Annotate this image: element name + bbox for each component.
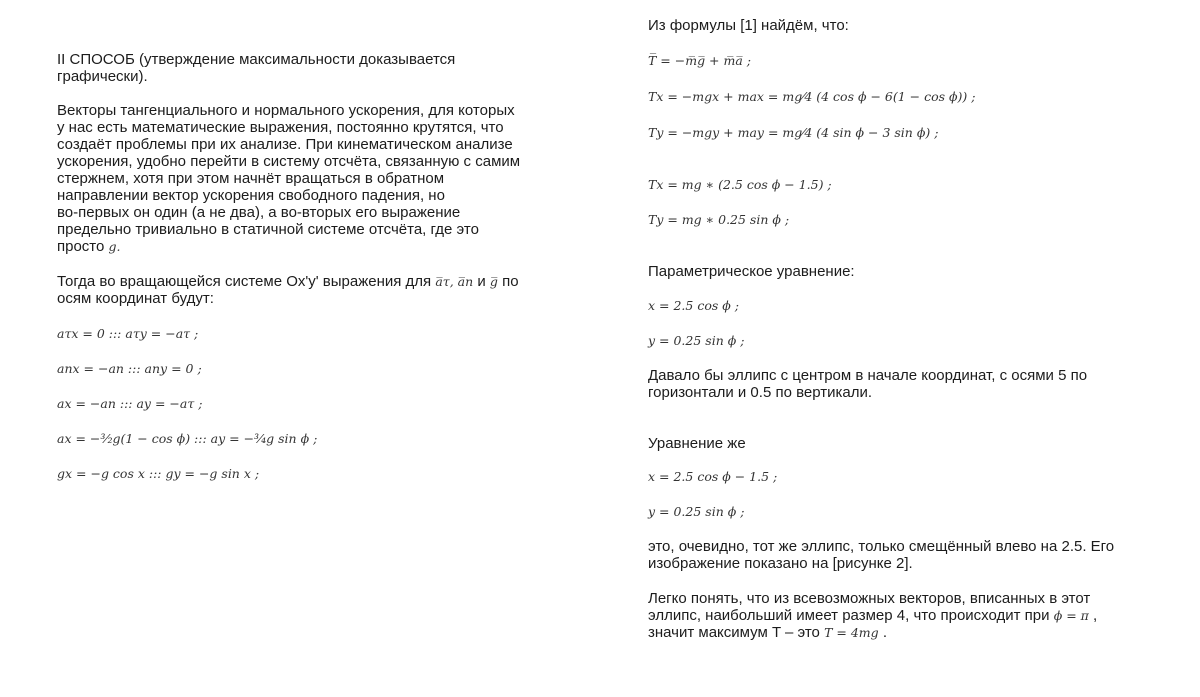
paragraph-line-3: создаёт проблемы при их анализе. При кинематическом анализе bbox=[57, 136, 513, 153]
paragraph-line-4: ускорения, удобно перейти в систему отсчёта, связанную с самим bbox=[57, 153, 521, 170]
conclusion-line-3-end: . bbox=[878, 624, 887, 641]
paragraph-line-2: у нас есть математические выражения, постоянно крутятся, что bbox=[57, 119, 504, 136]
rotating-math-g: g̅ bbox=[489, 274, 498, 289]
conclusion-line-2 bbox=[648, 607, 1097, 624]
shifted-text-line-2: изображение показано на [рисунке 2]. bbox=[648, 555, 913, 572]
rotating-and: и bbox=[473, 273, 490, 290]
rotating-text: Тогда во вращающейся системе Ox'y' выражения для bbox=[57, 273, 436, 290]
conclusion-line-3-math: T = 4mg bbox=[824, 625, 879, 640]
conclusion-line-2-text: эллипс, наибольший имеет размер 4, что происходит при bbox=[648, 607, 1054, 624]
conclusion-line-2-end: , bbox=[1088, 607, 1098, 624]
paragraph-line-8: предельно тривиально в статичной системе отсчёта, где это bbox=[57, 221, 479, 238]
formula-a-phi: ax = −³⁄₂g(1 − cos ϕ) ::: ay = −³⁄₄g sin ϕ ; bbox=[57, 431, 318, 446]
param-heading: Параметрическое уравнение: bbox=[648, 263, 855, 280]
formula-a-n: anx = −an ::: any = 0 ; bbox=[57, 361, 202, 376]
method-heading-line-2: графически). bbox=[57, 68, 148, 85]
intro-text: Из формулы [1] найдём, что: bbox=[648, 17, 849, 34]
formula-a-tau: aτx = 0 ::: aτy = −aτ ; bbox=[57, 326, 199, 341]
formula-tx-short: Tx = mg ∗ (2.5 cos ϕ − 1.5) ; bbox=[648, 177, 832, 192]
paragraph-line-6: направлении вектор ускорения свободного падения, но bbox=[57, 187, 445, 204]
equation-formula-y: y = 0.25 sin ϕ ; bbox=[648, 504, 745, 519]
conclusion-line-3-text: значит максимум T – это bbox=[648, 624, 825, 641]
formula-tx-full: Tx = −mgx + max = mg⁄4 (4 cos ϕ − 6(1 − cos ϕ)) ; bbox=[648, 89, 976, 104]
formula-t-vector: T̅ = −m̅g̅ + m̅a̅ ; bbox=[648, 53, 751, 68]
rotating-math-a: a̅τ, a̅n bbox=[435, 274, 474, 289]
conclusion-line-1: Легко понять, что из всевозможных векторов, вписанных в этот bbox=[648, 590, 1091, 607]
paragraph-line-7: во-первых он один (а не два), а во-вторых его выражение bbox=[57, 204, 461, 221]
ellipse-text-line-2: горизонтали и 0.5 по вертикали. bbox=[648, 384, 873, 401]
conclusion-line-2-math: ϕ = π bbox=[1053, 608, 1089, 623]
formula-ty-full: Ty = −mgy + may = mg⁄4 (4 sin ϕ − 3 sin ϕ) ; bbox=[648, 125, 939, 140]
method-heading-line-1: II СПОСОБ (утверждение максимальности доказывается bbox=[57, 51, 456, 68]
formula-a-sum: ax = −an ::: ay = −aτ ; bbox=[57, 396, 203, 411]
rotating-system-line-1 bbox=[57, 273, 519, 290]
equation-heading: Уравнение же bbox=[648, 435, 746, 452]
param-formula-x: x = 2.5 cos ϕ ; bbox=[648, 298, 739, 313]
equation-formula-x: x = 2.5 cos ϕ − 1.5 ; bbox=[648, 469, 778, 484]
rotating-system-line-2: осям координат будут: bbox=[57, 290, 214, 307]
paragraph-last-math: g. bbox=[108, 239, 121, 254]
conclusion-line-3 bbox=[648, 624, 887, 641]
paragraph-last-text: просто bbox=[57, 238, 109, 255]
paragraph-line-5: стержнем, хотя при этом начнёт вращаться в обратном bbox=[57, 170, 445, 187]
formula-ty-short: Ty = mg ∗ 0.25 sin ϕ ; bbox=[648, 212, 790, 227]
shifted-text-line-1: это, очевидно, тот же эллипс, только смещённый влево на 2.5. Его bbox=[648, 538, 1115, 555]
paragraph-line-9 bbox=[57, 238, 121, 255]
paragraph-line-1: Векторы тангенциального и нормального ускорения, для которых bbox=[57, 102, 515, 119]
param-formula-y: y = 0.25 sin ϕ ; bbox=[648, 333, 745, 348]
formula-g: gx = −g cos x ::: gy = −g sin x ; bbox=[57, 466, 260, 481]
ellipse-text-line-1: Давало бы эллипс с центром в начале координат, с осями 5 по bbox=[648, 367, 1088, 384]
rotating-end: по bbox=[497, 273, 519, 290]
